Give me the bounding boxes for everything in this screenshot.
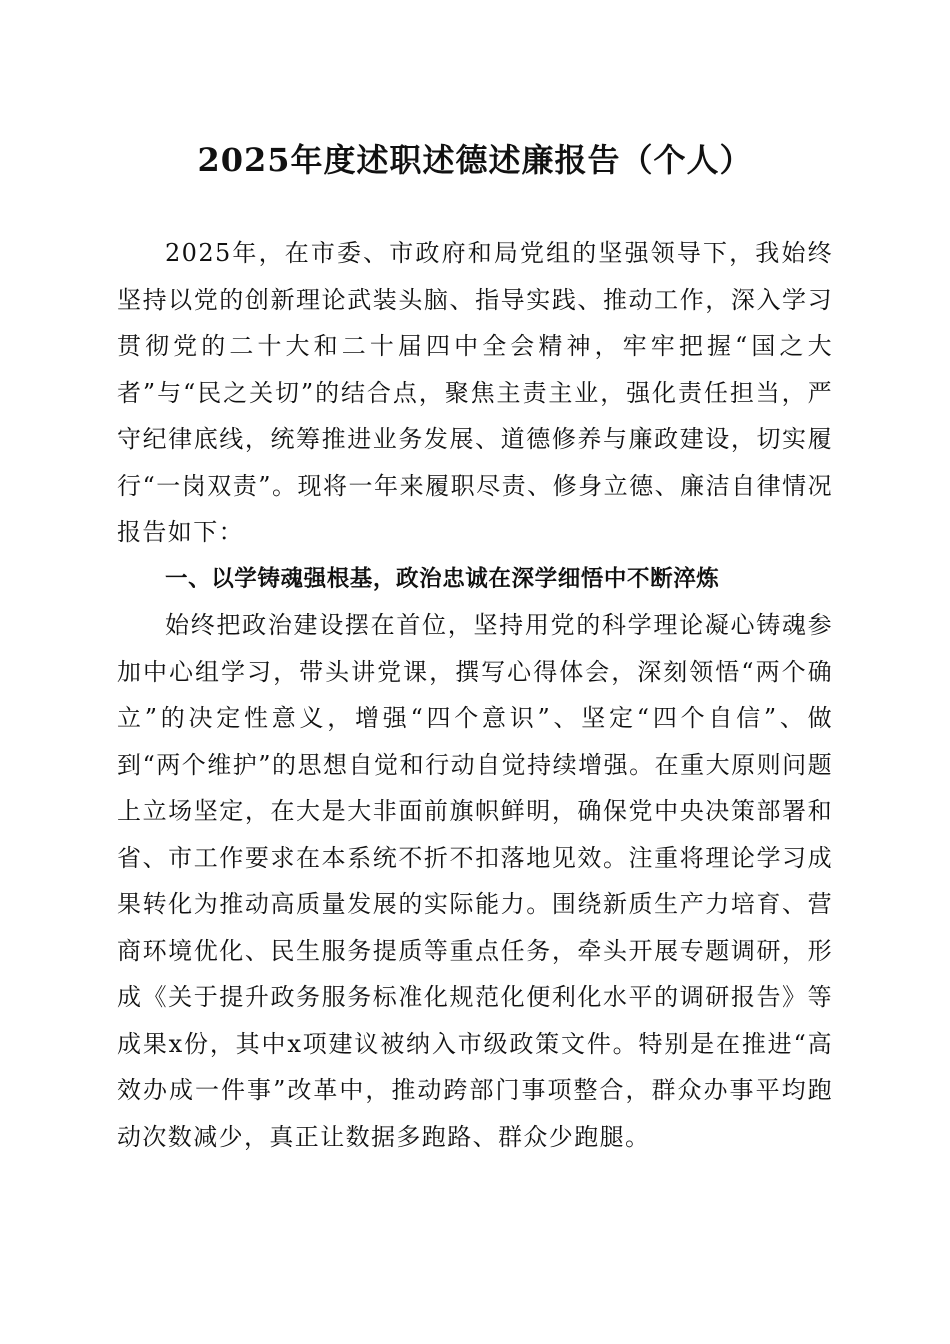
document-body — [117, 230, 833, 1160]
section-1-paragraph: 始终把政治建设摆在首位，坚持用党的科学理论凝心铸魂参加中心组学习，带头讲党课，撰写心得体会，深刻领悟“两个确立”的决定性意义，增强“四个意识”、坚定“四个自信”、做到“两个维护”的思想自觉和行动自觉持续增强。在重大原则问题上立场坚定，在大是大非面前旗帜鲜明，确保党中央决策部署和省、市工作要求在本系统不折不扣落地见效。注重将理论学习成果转化为推动高质量发展的实际能力。围绕新质生产力培育、营商环境优化、民生服务提质等重点任务，牵头开展专题调研，形成《关于提升政务服务标准化规范化便利化水平的调研报告》等成果x份，其中x项建议被纳入市级政策文件。特别是在推进“高效办成一件事”改革中，推动跨部门事项整合，群众办事平均跑动次数减少，真正让数据多跑路、群众少跑腿。 — [117, 611, 833, 1151]
document-title: 2025年度述职述德述廉报告（个人） — [197, 141, 753, 179]
section-1-heading: 一、以学铸魂强根基，政治忠诚在深学细悟中不断淬炼 — [165, 565, 720, 592]
intro-paragraph: 2025年，在市委、市政府和局党组的坚强领导下，我始终坚持以党的创新理论武装头脑、指导实践、推动工作，深入学习贯彻党的二十大和二十届四中全会精神，牢牢把握“国之大者”与“民之关切”的结合点，聚焦主责主业，强化责任担当，严守纪律底线，统筹推进业务发展、道德修养与廉政建设，切实履行“一岗双责”。现将一年来履职尽责、修身立德、廉洁自律情况报告如下： — [117, 239, 833, 546]
